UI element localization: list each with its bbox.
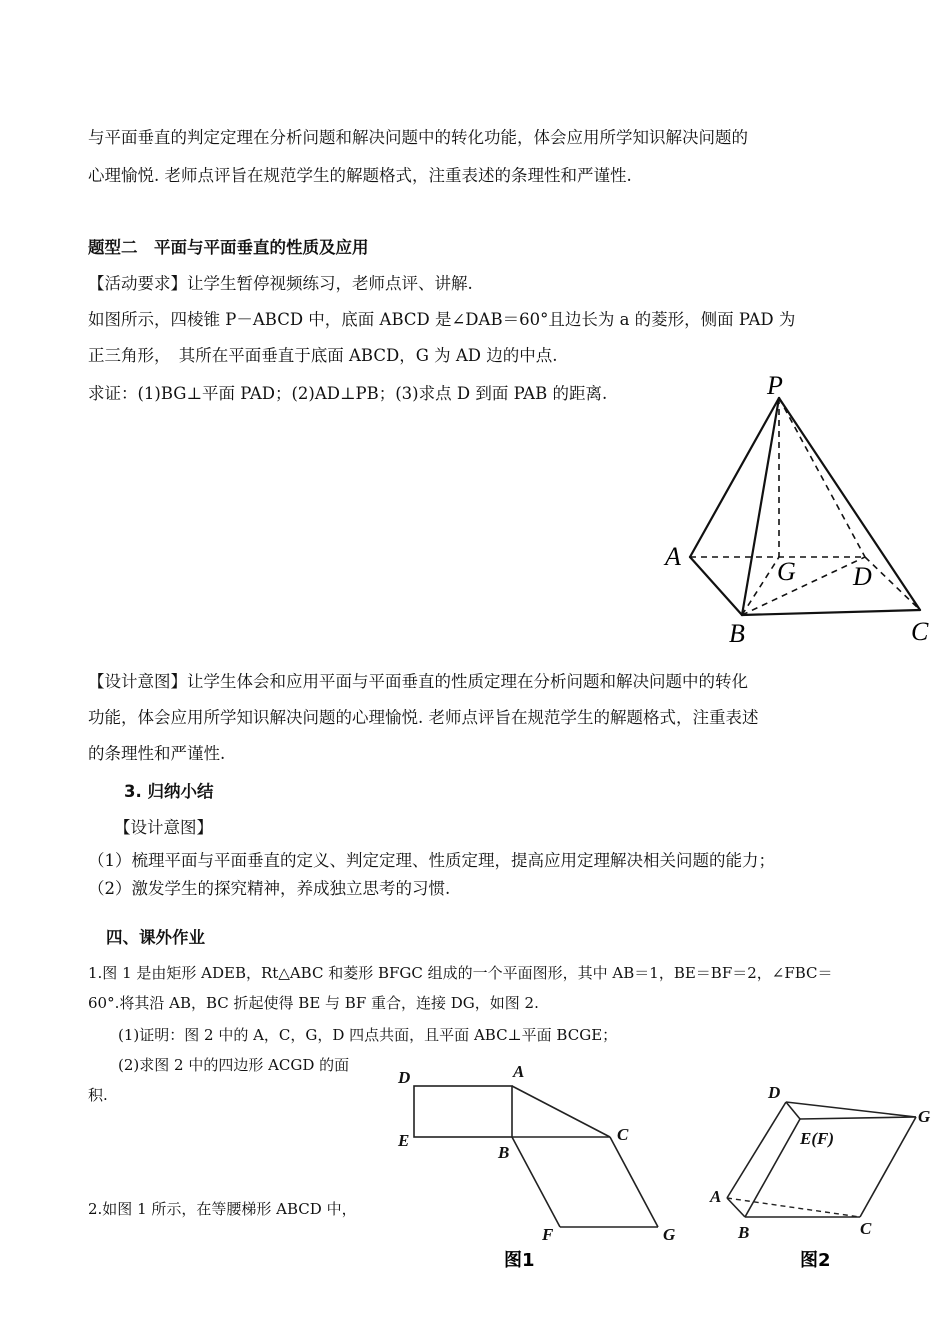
fig2-caption: 图2	[800, 1250, 831, 1271]
section-title: 题型二 平面与平面垂直的性质及应用	[88, 238, 369, 257]
edge-DG	[786, 1102, 916, 1117]
fig2-label-C: C	[860, 1219, 872, 1238]
homework-q1-line-1: 1.图 1 是由矩形 ADEB，Rt△ABC 和菱形 BFGC 组成的一个平面图形，其中 AB＝1，BE＝BF＝2，∠FBC＝	[88, 964, 833, 982]
homework-q1-part-2a: (2)求图 2 中的四边形 ACGD 的面	[118, 1056, 350, 1074]
fig1-label-B: B	[498, 1143, 510, 1162]
fig1-label-E: E	[398, 1131, 410, 1150]
edge-CG	[610, 1137, 658, 1227]
edge-DA	[727, 1102, 786, 1198]
intro-line-2: 心理愉悦. 老师点评旨在规范学生的解题格式，注重表述的条理性和严谨性.	[88, 166, 632, 185]
fig1-label-F: F	[542, 1225, 554, 1244]
summary-design: 【设计意图】	[114, 818, 213, 837]
fig1-label-G: G	[663, 1225, 676, 1244]
summary-title: 3. 归纳小结	[124, 782, 214, 801]
activity-requirement: 【活动要求】让学生暂停视频练习，老师点评、讲解.	[88, 274, 473, 293]
fig1-label-D: D	[398, 1068, 411, 1087]
intro-line-1: 与平面垂直的判定定理在分析问题和解决问题中的转化功能，体会应用所学知识解决问题的	[88, 128, 748, 147]
edge-BE	[745, 1119, 800, 1217]
design-line-2: 功能，体会应用所学知识解决问题的心理愉悦. 老师点评旨在规范学生的解题格式，注重表述	[88, 708, 759, 727]
design-line-3: 的条理性和严谨性.	[88, 744, 226, 763]
edge-AB	[727, 1198, 745, 1217]
label-C: C	[911, 617, 929, 646]
label-B: B	[729, 619, 745, 648]
fig2-label-A: A	[710, 1187, 722, 1206]
homework-q1-part-1: (1)证明：图 2 中的 A，C，G，D 四点共面，且平面 ABC⊥平面 BCGE；	[118, 1026, 618, 1044]
fig2-label-D: D	[768, 1083, 781, 1102]
label-A: A	[665, 542, 681, 571]
edge-PD-hidden	[779, 398, 865, 557]
summary-item-1: （1）梳理平面与平面垂直的定义、判定定理、性质定理，提高应用定理解决相关问题的能力；	[88, 851, 775, 870]
problem-line-2: 正三角形， 其所在平面垂直于底面 ABCD，G 为 AD 边的中点.	[88, 346, 558, 365]
proof-requirement: 求证：(1)BG⊥平面 PAD；(2)AD⊥PB；(3)求点 D 到面 PAB 的距离.	[88, 384, 608, 403]
design-line-1: 【设计意图】让学生体会和应用平面与平面垂直的性质定理在分析问题和解决问题中的转化	[88, 672, 748, 691]
homework-title: 四、课外作业	[106, 928, 205, 947]
edge-BF	[512, 1137, 560, 1227]
pyramid-figure	[655, 370, 940, 655]
fig2-label-G: G	[918, 1107, 931, 1126]
fig1-label-C: C	[617, 1125, 629, 1144]
summary-item-2: （2）激发学生的探究精神，养成独立思考的习惯.	[88, 879, 451, 898]
edge-PC	[779, 398, 920, 610]
label-D: D	[853, 562, 872, 591]
homework-q2: 2.如图 1 所示，在等腰梯形 ABCD 中，	[88, 1200, 357, 1218]
fig1-caption: 图1	[504, 1250, 535, 1271]
edge-DE	[786, 1102, 800, 1119]
fig1-label-A: A	[513, 1062, 525, 1081]
edge-BC	[742, 610, 920, 615]
fig2-label-EF: E(F)	[800, 1129, 834, 1148]
edge-CG	[860, 1117, 916, 1217]
fig2-label-B: B	[738, 1223, 750, 1242]
homework-q1-part-2b: 积.	[88, 1086, 108, 1104]
edge-EG	[800, 1117, 916, 1119]
edge-DC-hidden	[865, 557, 920, 610]
rect-ADEB	[414, 1086, 512, 1137]
label-G: G	[777, 557, 796, 586]
figure-2	[700, 1076, 940, 1282]
edge-AB	[690, 557, 742, 615]
edge-AC	[512, 1086, 610, 1137]
figure-1	[392, 1058, 692, 1280]
label-P: P	[767, 371, 783, 400]
homework-q1-line-2: 60°.将其沿 AB，BC 折起使得 BE 与 BF 重合，连接 DG，如图 2.	[88, 994, 539, 1012]
problem-line-1: 如图所示，四棱锥 P－ABCD 中，底面 ABCD 是∠DAB＝60°且边长为 a 的菱形，侧面 PAD 为	[88, 310, 796, 329]
